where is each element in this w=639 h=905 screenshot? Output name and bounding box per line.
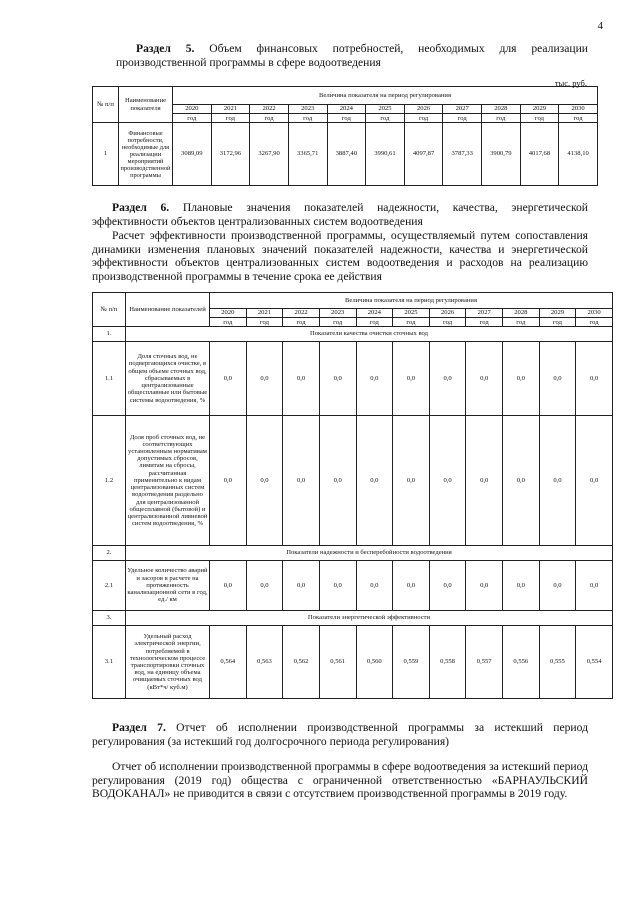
table5-year-2024 <box>327 105 366 123</box>
table6-header-no: № п/п <box>93 293 126 327</box>
table5-year-unit: год <box>559 113 597 122</box>
table6-value-cell: 0,561 <box>319 626 356 699</box>
table6-year-2028 <box>503 309 540 327</box>
table6-value-cell: 0,0 <box>503 561 540 611</box>
section6-heading <box>92 201 588 228</box>
table6-group-row <box>93 611 613 626</box>
section7-heading <box>92 721 588 748</box>
table6-value-cell: 0,0 <box>466 561 503 611</box>
table6-year-2024 <box>356 309 393 327</box>
table6-year-unit: год <box>320 317 356 326</box>
table5-year-value: 2027 <box>455 105 469 113</box>
table6-value-cell: 0,0 <box>576 342 613 416</box>
table6-row-name: Доля сточных вод, не подвергающихся очистке, в общем объеме сточных вод, сбрасываемых в централизованные общесплавные или бытовые системы водоотведения, % <box>126 342 210 416</box>
table5-value-cell: 3267,90 <box>250 123 289 186</box>
table6-value-cell: 0,0 <box>246 561 283 611</box>
table6-value-cell: 0,560 <box>356 626 393 699</box>
table6-year-unit: год <box>247 317 283 326</box>
table6-group-no: 3. <box>93 611 126 626</box>
table5-year-value: 2022 <box>262 105 276 113</box>
table5-year-unit: год <box>482 113 520 122</box>
table5-year-value: 2020 <box>185 105 199 113</box>
table6-value-cell: 0,0 <box>356 416 393 546</box>
table6-group-title: Показатели энергетической эффективности <box>126 611 613 626</box>
table6-value-cell: 0,0 <box>503 416 540 546</box>
table6-year-2027 <box>466 309 503 327</box>
table6-year-2022 <box>283 309 320 327</box>
table5-value-cell: 4138,10 <box>559 123 598 186</box>
table5-year-2021 <box>211 105 250 123</box>
table6-year-unit: год <box>393 317 429 326</box>
table6-year-value: 2027 <box>477 309 491 317</box>
page-number: 4 <box>597 20 603 32</box>
table5-year-value: 2021 <box>223 105 238 113</box>
table5-year-value: 2025 <box>378 105 392 113</box>
table5-year-unit: год <box>250 113 288 122</box>
table6-year-value: 2025 <box>404 309 418 317</box>
table5-value-cell: 4017,68 <box>520 123 559 186</box>
table6-year-2023 <box>319 309 356 327</box>
table6-row-no: 1.2 <box>93 416 126 546</box>
table6-value-cell: 0,558 <box>429 626 466 699</box>
table6-value-cell: 0,559 <box>393 626 430 699</box>
table6-value-cell: 0,0 <box>283 561 320 611</box>
table6-value-cell: 0,563 <box>246 626 283 699</box>
table6-row-no: 1.1 <box>93 342 126 416</box>
table6-value-cell: 0,0 <box>429 416 466 546</box>
table6-value-cell: 0,0 <box>466 342 503 416</box>
table5-value-cell: 3089,09 <box>173 123 212 186</box>
table6-value-cell: 0,564 <box>210 626 247 699</box>
section7-heading-text: Отчет об исполнении производственной программы за истекший период регулирования (за истекший год долгосрочного периода регулирования) <box>92 721 588 748</box>
table5-value-cell: 3887,40 <box>327 123 366 186</box>
table6-value-cell: 0,557 <box>466 626 503 699</box>
table5-year-unit: год <box>289 113 327 122</box>
table6-value-cell: 0,0 <box>319 561 356 611</box>
table5-year-value: 2030 <box>571 105 585 113</box>
table6-year-value: 2024 <box>367 309 381 317</box>
table6-year-value: 2029 <box>550 309 565 317</box>
table5-value-cell: 3990,61 <box>366 123 405 186</box>
table6-value-cell: 0,0 <box>429 561 466 611</box>
table6-year-value: 2028 <box>514 309 528 317</box>
table6-year-unit: год <box>357 317 393 326</box>
section5-table <box>92 86 598 186</box>
table5-year-unit: год <box>173 113 211 122</box>
table6-year-2025 <box>393 309 430 327</box>
table5-value-cell: 3365,71 <box>288 123 327 186</box>
table5-year-unit: год <box>212 113 250 122</box>
table6-group-row <box>93 546 613 561</box>
table6-row <box>93 342 613 416</box>
table6-row <box>93 416 613 546</box>
table5-value-cell: 3787,33 <box>443 123 482 186</box>
section6-heading-text: Плановые значения показателей надежности, качества, энергетической эффективности объектов централизованных систем водоотведения <box>92 201 589 228</box>
table6-value-cell: 0,0 <box>210 561 247 611</box>
table5-value-cell: 4097,87 <box>404 123 443 186</box>
table6-value-cell: 0,0 <box>576 561 613 611</box>
table6-value-cell: 0,0 <box>393 342 430 416</box>
table6-year-value: 2023 <box>331 309 345 317</box>
table6-year-value: 2026 <box>440 309 455 317</box>
table5-year-2025 <box>366 105 405 123</box>
table5-year-2027 <box>443 105 482 123</box>
table5-header-name: Наименование показателя <box>119 87 173 123</box>
table6-value-cell: 0,562 <box>283 626 320 699</box>
section7-text: Отчет об исполнении производственной программы в сфере водоотведения за истекший период регулирования (2019 год) общества с ограниченной ответственностью «БАРНАУЛЬСКИЙ ВОДОКАНАЛ» не приводится в связи с отсутствием производственной программы в 2019 году. <box>92 760 588 800</box>
table6-value-cell: 0,0 <box>356 342 393 416</box>
table6-row-no: 2.1 <box>93 561 126 611</box>
table6-year-unit: год <box>503 317 539 326</box>
table6-group-row <box>93 327 613 342</box>
section5-heading-label: Раздел 5. <box>136 42 195 55</box>
table6-year-value: 2030 <box>587 309 601 317</box>
table6-value-cell: 0,554 <box>576 626 613 699</box>
table5-year-unit: год <box>405 113 443 122</box>
table6-value-cell: 0,0 <box>539 561 576 611</box>
table6-group-no: 1. <box>93 327 126 342</box>
table6-year-value: 2021 <box>257 309 272 317</box>
table6-year-unit: год <box>210 317 246 326</box>
table6-year-2020 <box>210 309 247 327</box>
section5-unit: тыс. руб. <box>554 78 587 88</box>
table6-value-cell: 0,0 <box>210 416 247 546</box>
table6-value-cell: 0,0 <box>319 342 356 416</box>
table5-year-2028 <box>482 105 521 123</box>
table6-value-cell: 0,0 <box>539 416 576 546</box>
table6-row-name: Доля проб сточных вод, не соответствующих установленным нормативам допустимых сбросов, лимитам на сбросы, рассчитанная применительно к видам централизованных систем водоотведения раздельно для централизованной общесплавной (бытовой) и централизованной ливневой систем водоотведения, % <box>126 416 210 546</box>
table5-year-2020 <box>173 105 212 123</box>
table6-year-unit: год <box>283 317 319 326</box>
table5-year-2022 <box>250 105 289 123</box>
table5-header-no: № п/п <box>93 87 119 123</box>
table5-year-value: 2028 <box>494 105 508 113</box>
section7-heading-label: Раздел 7. <box>112 721 166 734</box>
table5-value-cell: 3900,79 <box>482 123 521 186</box>
table6-header-name: Наименование показателей <box>126 293 210 327</box>
table5-year-2026 <box>404 105 443 123</box>
table6-row-no: 3.1 <box>93 626 126 699</box>
section6-description: Расчет эффективности производственной программы, осуществляемый путем сопоставления динамики изменения плановых значений показателей надежности, качества и энергетической эффективности объектов централизованных систем водоотведения и расходов на реализацию производственной программы в течение срока ее действия <box>92 229 588 283</box>
table6-value-cell: 0,0 <box>283 416 320 546</box>
table5-year-value: 2024 <box>339 105 353 113</box>
table5-row-no: 1 <box>93 123 119 186</box>
table6-year-unit: год <box>430 317 466 326</box>
table6-value-cell: 0,0 <box>246 342 283 416</box>
section6-heading-label: Раздел 6. <box>112 201 170 214</box>
table5-year-2029 <box>520 105 559 123</box>
table6-header-value: Величина показателя на период регулирования <box>210 293 613 309</box>
table6-group-title: Показатели надежности и бесперебойности водоотведения <box>126 546 613 561</box>
table5-year-unit: год <box>366 113 404 122</box>
table6-value-cell: 0,0 <box>246 416 283 546</box>
table6-value-cell: 0,0 <box>576 416 613 546</box>
table6-value-cell: 0,556 <box>503 626 540 699</box>
table6-value-cell: 0,0 <box>393 561 430 611</box>
table6-row-name: Удельный расход электрической энергии, потребляемой в технологическом процессе транспортировки сточных вод, на единицу объема очищаемых сточных вод (кВт*ч/ куб.м) <box>126 626 210 699</box>
table5-row-name: Финансовые потребности, необходимые для реализации мероприятий производственной программы <box>119 123 173 186</box>
table6-year-unit: год <box>540 317 576 326</box>
table6-year-unit: год <box>466 317 502 326</box>
table5-year-value: 2029 <box>532 105 547 113</box>
table6-value-cell: 0,0 <box>356 561 393 611</box>
table5-year-unit: год <box>521 113 559 122</box>
section6-table <box>92 292 613 699</box>
table6-value-cell: 0,0 <box>539 342 576 416</box>
table6-row-name: Удельное количество аварий и засоров в расчете на протяженность канализационной сети в год, ед./ км <box>126 561 210 611</box>
table5-year-2023 <box>288 105 327 123</box>
table5-year-value: 2026 <box>416 105 431 113</box>
section5-heading-text: Объем финансовых потребностей, необходимых для реализации производственной программы в сфере водоотведения <box>116 42 588 69</box>
section5-heading <box>116 42 588 69</box>
table6-row <box>93 561 613 611</box>
table6-value-cell: 0,0 <box>503 342 540 416</box>
table6-group-title: Показатели качества очистки сточных вод <box>126 327 613 342</box>
table6-year-unit: год <box>576 317 612 326</box>
table5-value-cell: 3172,96 <box>211 123 250 186</box>
table6-year-value: 2022 <box>294 309 308 317</box>
table6-row <box>93 626 613 699</box>
table6-value-cell: 0,555 <box>539 626 576 699</box>
table6-value-cell: 0,0 <box>210 342 247 416</box>
table6-value-cell: 0,0 <box>393 416 430 546</box>
table6-year-value: 2020 <box>221 309 235 317</box>
table6-value-cell: 0,0 <box>319 416 356 546</box>
table6-year-2026 <box>429 309 466 327</box>
table5-year-value: 2023 <box>301 105 315 113</box>
table5-year-2030 <box>559 105 598 123</box>
table6-year-2021 <box>246 309 283 327</box>
table6-year-2029 <box>539 309 576 327</box>
table5-header-value: Величина показателя на период регулирования <box>173 87 598 105</box>
table6-group-no: 2. <box>93 546 126 561</box>
table5-year-unit: год <box>443 113 481 122</box>
table6-value-cell: 0,0 <box>466 416 503 546</box>
table6-value-cell: 0,0 <box>283 342 320 416</box>
table6-value-cell: 0,0 <box>429 342 466 416</box>
table6-year-2030 <box>576 309 613 327</box>
table5-year-unit: год <box>328 113 366 122</box>
